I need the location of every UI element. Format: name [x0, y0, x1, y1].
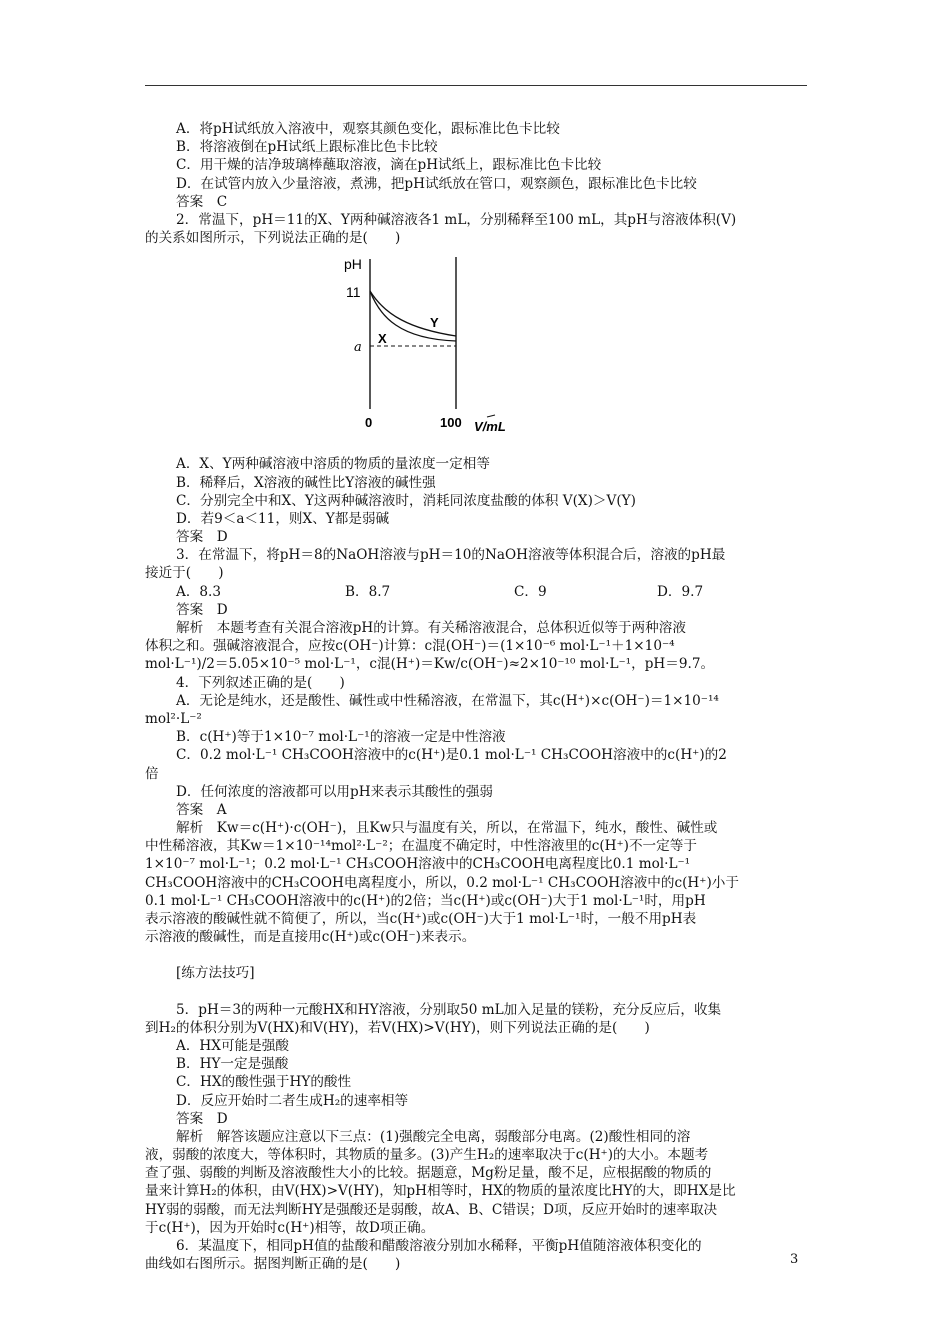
x-tick-100: 100: [440, 415, 462, 431]
q3-option-d: D．9.7: [657, 583, 704, 600]
spacer: [145, 946, 809, 964]
q5-explanation-line2: 液，弱酸的浓度大，等体积时，其物质的量多。(3)产生H₂的速率取决于c(H⁺)的大小。本题考: [145, 1147, 709, 1164]
q5-answer: 答案 D: [176, 1110, 228, 1127]
q3-stem-line1: 3．在常温下，将pH＝8的NaOH溶液与pH＝10的NaOH溶液等体积混合后，溶液的pH最: [176, 547, 726, 564]
q3-explanation-line1: 解析 本题考查有关混合溶液pH的计算。有关稀溶液混合，总体积近似等于两种溶液: [176, 620, 686, 636]
q1-answer: 答案 C: [176, 193, 228, 210]
q5-explanation-line1: 解析 解答该题应注意以下三点：(1)强酸完全电离，弱酸部分电离。(2)酸性相同的溶: [176, 1128, 691, 1145]
q3-answer: 答案 D: [176, 601, 228, 618]
q4-explanation-line3: 1×10⁻⁷ mol·L⁻¹；0.2 mol·L⁻¹ CH₃COOH溶液中的CH₃COOH电离程度比0.1 mol·L⁻¹: [145, 856, 691, 873]
q4-option-b: B．c(H⁺)等于1×10⁻⁷ mol·L⁻¹的溶液一定是中性溶液: [176, 729, 506, 746]
q4-explanation-line6: 表示溶液的酸碱性就不简便了，所以，当c(H⁺)或c(OH⁻)大于1 mol·L⁻¹时，一般不用pH表: [145, 911, 697, 927]
q4-option-c-line2: 倍: [145, 765, 159, 782]
q3-explanation-line2: 体积之和。强碱溶液混合，应按c(OH⁻)计算：c混(OH⁻)＝(1×10⁻⁶ mol·L⁻¹＋1×10⁻⁴: [145, 638, 675, 655]
q3-explanation-line3: mol·L⁻¹)/2＝5.05×10⁻⁵ mol·L⁻¹，c混(H⁺)＝Kw/c(OH⁻)≈2×10⁻¹⁰ mol·L⁻¹，pH＝9.7。: [145, 656, 715, 673]
curve-y-label: Y: [430, 315, 439, 331]
q4-explanation-line4: CH₃COOH溶液中的CH₃COOH电离程度小，所以，0.2 mol·L⁻¹ CH₃COOH溶液中的c(H⁺)小于: [145, 874, 739, 891]
q4-explanation-line1: 解析 Kw＝c(H⁺)·c(OH⁻)，且Kw只与温度有关，所以，在常温下，纯水，酸性、碱性或: [176, 820, 718, 837]
curve-x-label: X: [378, 331, 387, 347]
q5-stem-line1: 5．pH＝3的两种一元酸HX和HY溶液，分别取50 mL加入足量的镁粉，充分反应后，收集: [176, 1001, 722, 1018]
q2-stem-line2: 的关系如图所示，下列说法正确的是( ): [145, 230, 401, 247]
y-axis-label: pH: [344, 256, 362, 273]
y-tick-11: 11: [346, 284, 361, 301]
q4-stem: 4．下列叙述正确的是( ): [176, 674, 345, 691]
q5-explanation-line4: 量来计算H₂的体积，由V(HX)>V(HY)，知pH相等时，HX的物质的量浓度比HY的大，即HX是比: [145, 1183, 736, 1200]
q5-option-b: B．HY一定是强酸: [176, 1056, 289, 1073]
q3-stem-line2: 接近于( ): [145, 565, 224, 582]
q1-option-b: B．将溶液倒在pH试纸上跟标准比色卡比较: [176, 139, 438, 156]
q4-option-d: D．任何浓度的溶液都可以用pH来表示其酸性的强弱: [176, 783, 493, 800]
x-tick-0: 0: [365, 415, 373, 431]
q2-option-b: B．稀释后，X溶液的碱性比Y溶液的碱性强: [176, 474, 436, 491]
q3-option-c: C．9: [514, 583, 547, 600]
q6-stem-line1: 6．某温度下，相同pH值的盐酸和醋酸溶液分别加水稀释，平衡pH值随溶液体积变化的: [176, 1238, 702, 1254]
q1-option-a: A．将pH试纸放入溶液中，观察其颜色变化，跟标准比色卡比较: [176, 121, 560, 137]
q6-stem-line2: 曲线如右图所示。据图判断正确的是( ): [145, 1256, 401, 1273]
page-content: [145, 120, 809, 1273]
q5-explanation-line5: HY弱的弱酸，而无法判断HY是强酸还是弱酸，故A、B、C错误；D项，反应开始时的速率取决: [145, 1201, 718, 1218]
q4-answer: 答案 A: [176, 801, 227, 818]
x-axis-label: V/mL: [474, 419, 506, 435]
q5-option-d: D．反应开始时二者生成H₂的速率相等: [176, 1092, 409, 1109]
q5-explanation-line6: 于c(H⁺)，因为开始时c(H⁺)相等，故D项正确。: [145, 1219, 435, 1236]
q5-stem-line2: 到H₂的体积分别为V(HX)和V(HY)，若V(HX)>V(HY)，则下列说法正确的是( ): [145, 1019, 650, 1036]
q2-stem-line1: 2．常温下，pH＝11的X、Y两种碱溶液各1 mL，分别稀释至100 mL，其pH与溶液体积(V): [176, 211, 737, 228]
q2-option-a: A．X、Y两种碱溶液中溶质的物质的量浓度一定相等: [176, 456, 490, 473]
q4-option-a-line2: mol²·L⁻²: [145, 710, 202, 727]
q2-option-c: C．分别完全中和X、Y这两种碱溶液时，消耗同浓度盐酸的体积 V(X)＞V(Y): [176, 492, 636, 509]
header-rule: [145, 85, 807, 86]
spacer: [145, 983, 809, 1001]
section-title: [练方法技巧]: [176, 965, 255, 982]
x-axis-mark: [487, 415, 495, 417]
ph-volume-graph: [340, 249, 530, 449]
q4-option-a-line1: A．无论是纯水，还是酸性、碱性或中性稀溶液，在常温下，其c(H⁺)×c(OH⁻)＝1×10⁻¹⁴: [176, 692, 719, 709]
q4-explanation-line5: 0.1 mol·L⁻¹ CH₃COOH溶液中的c(H⁺)的2倍；当c(H⁺)或c(OH⁻)大于1 mol·L⁻¹时，用pH: [145, 892, 706, 909]
q4-option-c-line1: C．0.2 mol·L⁻¹ CH₃COOH溶液中的c(H⁺)是0.1 mol·L⁻¹ CH₃COOH溶液中的c(H⁺)的2: [176, 747, 727, 764]
page-number: 3: [790, 1252, 799, 1267]
q3-option-b: B．8.7: [345, 583, 391, 600]
q1-option-d: D．在试管内放入少量溶液，煮沸，把pH试纸放在管口，观察颜色，跟标准比色卡比较: [176, 175, 697, 192]
q5-option-a: A．HX可能是强酸: [176, 1037, 289, 1054]
q4-explanation-line2: 中性稀溶液，其Kw＝1×10⁻¹⁴mol²·L⁻²；在温度不确定时，中性溶液里的c(H⁺)不一定等于: [145, 838, 697, 855]
q2-answer: 答案 D: [176, 529, 228, 546]
q3-option-a: A．8.3: [176, 583, 222, 600]
q2-graph-area: [145, 247, 809, 455]
q5-option-c: C．HX的酸性强于HY的酸性: [176, 1074, 352, 1091]
y-tick-a: a: [354, 340, 362, 356]
q2-option-d: D．若9＜a＜11，则X、Y都是弱碱: [176, 510, 390, 527]
q5-explanation-line3: 查了强、弱酸的判断及溶液酸性大小的比较。据题意，Mg粉足量，酸不足，应根据酸的物质的: [145, 1165, 712, 1182]
q1-option-c: C．用干燥的洁净玻璃棒蘸取溶液，滴在pH试纸上，跟标准比色卡比较: [176, 157, 602, 174]
q4-explanation-line7: 示溶液的酸碱性，而是直接用c(H⁺)或c(OH⁻)来表示。: [145, 929, 476, 946]
q3-options: [145, 583, 809, 601]
